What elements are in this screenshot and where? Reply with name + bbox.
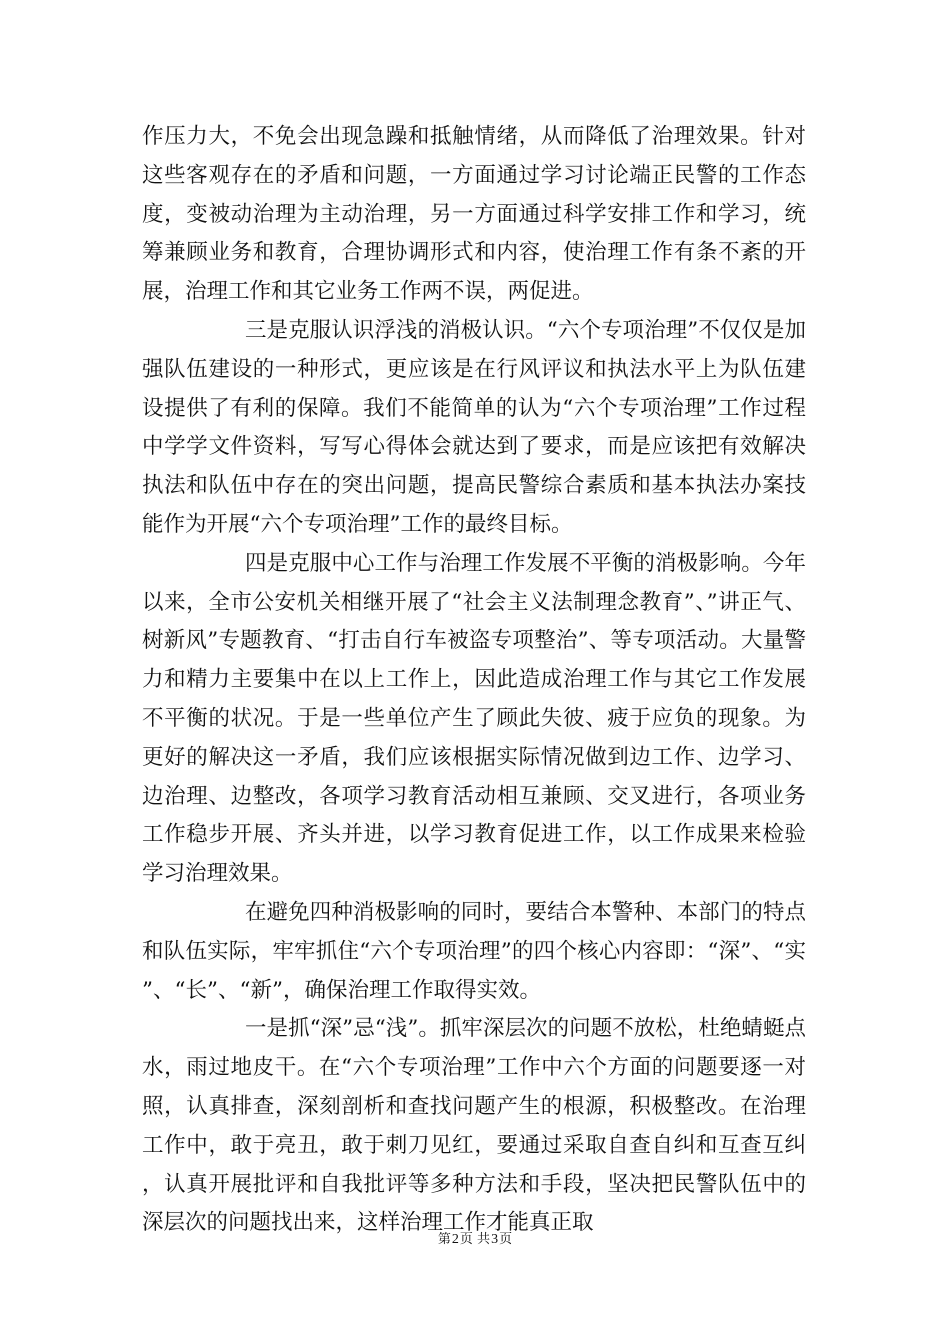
total-pages-number: 3 bbox=[491, 1232, 499, 1247]
footer-suffix: 页 bbox=[499, 1232, 513, 1247]
paragraph: 四是克服中心工作与治理工作发展不平衡的消极影响。今年以来，全市公安机关相继开展了“社会主义法制理念教育”、”讲正气、树新风”专题教育、“打击自行车被盗专项整治”、等专项活动。大量警力和精力主要集中在以上工作上，因此造成治理工作与其它工作发展不平衡的状况。于是一些单位产生了顾此失彼、疲于应负的现象。为更好的解决这一矛盾，我们应该根据实际情况做到边工作、边学习、边治理、边整改，各项学习教育活动相互兼顾、交叉进行，各项业务工作稳步开展、齐头并进，以学习教育促进工作，以工作成果来检验学习治理效果。 bbox=[142, 550, 806, 887]
paragraph: 一是抓“深”忌“浅”。抓牢深层次的问题不放松，杜绝蜻蜓点水，雨过地皮干。在“六个专项治理”工作中六个方面的问题要逐一对照，认真排查，深刻剖析和查找问题产生的根源，积极整改。在治理工作中，敢于亮丑，敢于刺刀见红，要通过采取自查自纠和互查互纠，认真开展批评和自我批评等多种方法和手段，坚决把民警队伍中的深层次的问题找出来，这样治理工作才能真正取 bbox=[142, 1016, 806, 1236]
paragraph: 作压力大，不免会出现急躁和抵触情绪，从而降低了治理效果。针对这些客观存在的矛盾和问题，一方面通过学习讨论端正民警的工作态度，变被动治理为主动治理，另一方面通过科学安排工作和学习，统筹兼顾业务和教育，合理协调形式和内容，使治理工作有条不紊的开展，治理工作和其它业务工作两不误，两促进。 bbox=[142, 124, 806, 305]
page-footer bbox=[0, 1232, 950, 1248]
footer-middle: 页 共 bbox=[459, 1232, 491, 1247]
paragraph: 三是克服认识浮浅的消极认识。“六个专项治理”不仅仅是加强队伍建设的一种形式，更应该是在行风评议和执法水平上为队伍建设提供了有利的保障。我们不能简单的认为“六个专项治理”工作过程中学学文件资料，写写心得体会就达到了要求，而是应该把有效解决执法和队伍中存在的突出问题，提高民警综合素质和基本执法办案技能作为开展“六个专项治理”工作的最终目标。 bbox=[142, 317, 806, 537]
footer-prefix: 第 bbox=[437, 1232, 451, 1247]
current-page-number: 2 bbox=[451, 1232, 459, 1247]
paragraph: 在避免四种消极影响的同时，要结合本警种、本部门的特点和队伍实际，牢牢抓住“六个专项治理”的四个核心内容即：“深”、“实”、“长”、“新”，确保治理工作取得实效。 bbox=[142, 899, 806, 1003]
document-body bbox=[142, 118, 806, 1243]
